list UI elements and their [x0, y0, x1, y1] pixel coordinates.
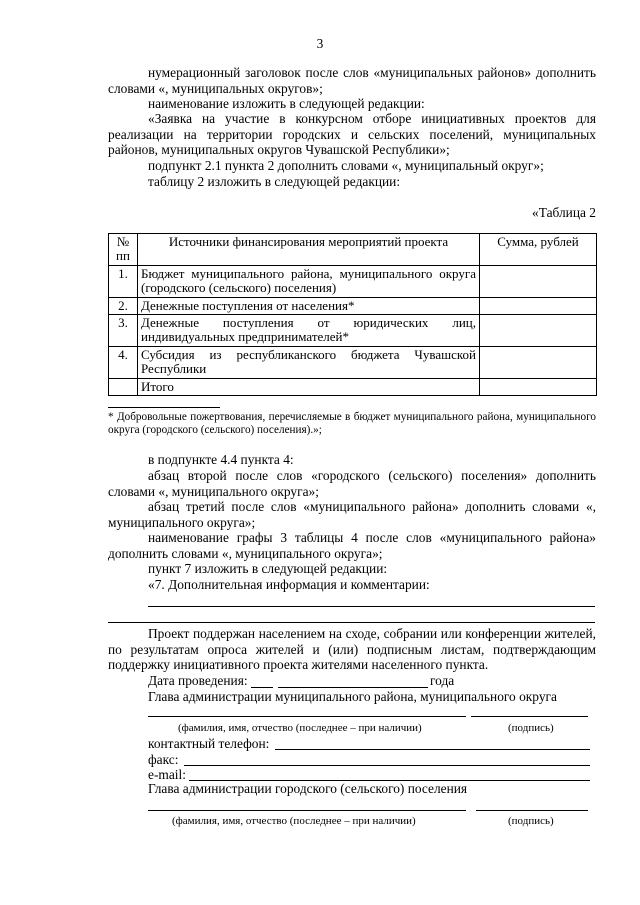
paragraph-item-7: пункт 7 изложить в следующей редакции: — [148, 561, 388, 576]
fio-caption-1: (фамилия, имя, отчество (последнее – при наличии) — [178, 722, 422, 734]
fax-label: факс: — [148, 752, 179, 767]
footnote: * Добровольные пожертвования, перечисляемые в бюджет муниципального района, муниципального округа (городского (сельского) поселения).»; — [108, 411, 596, 436]
row-num — [109, 378, 138, 395]
table-header-row — [109, 234, 597, 266]
fio-caption-2: (фамилия, имя, отчество (последнее – при наличии) — [172, 815, 416, 827]
row-source: Итого — [138, 378, 480, 395]
paragraph-application-title: «Заявка на участие в конкурсном отборе инициативных проектов для реализации на территории городских и сельских поселений, муниципальных районов, муниципальных округов Чувашской Республики»; — [108, 111, 596, 158]
paragraph-abzac-2: абзац второй после слов «городского (сельского) поселения» дополнить словами «, муниципального округа»; — [108, 468, 596, 499]
row-source: Бюджет муниципального района, муниципального округа (городского (сельского) поселения) — [138, 265, 480, 297]
paragraph-subitem-2-1: подпункт 2.1 пункта 2 дополнить словами «, муниципальный округ»; — [148, 158, 544, 173]
paragraph-name-edition: наименование изложить в следующей редакции: — [148, 96, 425, 111]
signature-caption-1: (подпись) — [508, 722, 554, 734]
row-sum — [480, 265, 597, 297]
head-settlement-label: Глава администрации городского (сельского) поселения — [148, 781, 468, 796]
table-total-row — [109, 378, 597, 395]
paragraph-subitem-4-4: в подпункте 4.4 пункта 4: — [148, 452, 294, 467]
table-row — [109, 265, 597, 297]
page-number: 3 — [316, 36, 324, 51]
comments-line-2 — [108, 622, 595, 623]
comments-line-1 — [148, 606, 595, 607]
phone-line — [275, 749, 590, 750]
fax-line — [184, 765, 590, 766]
table-caption: «Таблица 2 — [532, 205, 596, 220]
signature-caption-2: (подпись) — [508, 815, 554, 827]
row-num: 2. — [109, 297, 138, 314]
paragraph-numbering-header: нумерационный заголовок после слов «муниципальных районов» дополнить словами «, муниципальных округов»; — [108, 65, 596, 96]
row-num: 3. — [109, 315, 138, 347]
paragraph-column-3: наименование графы 3 таблицы 4 после слов «муниципального района» дополнить словами «, муниципального округа»; — [108, 530, 596, 561]
row-source: Денежные поступления от юридических лиц, индивидуальных предпринимателей* — [138, 315, 480, 347]
table-row — [109, 315, 597, 347]
header-source: Источники финансирования мероприятий проекта — [138, 234, 480, 266]
row-sum — [480, 297, 597, 314]
footnote-separator — [108, 407, 220, 408]
fio-line-2 — [148, 810, 466, 811]
header-sum: Сумма, рублей — [480, 234, 597, 266]
paragraph-table-2: таблицу 2 изложить в следующей редакции: — [148, 174, 401, 189]
row-num: 1. — [109, 265, 138, 297]
head-municipal-label: Глава администрации муниципального района, муниципального округа — [148, 689, 557, 704]
email-label: e-mail: — [148, 767, 186, 782]
row-source: Субсидия из республиканского бюджета Чувашской Республики — [138, 346, 480, 378]
row-num: 4. — [109, 346, 138, 378]
date-day-line — [251, 687, 273, 688]
header-num: № пп — [109, 234, 138, 266]
row-sum — [480, 346, 597, 378]
date-month-line — [278, 687, 428, 688]
paragraph-project-supported: Проект поддержан населением на сходе, собрании или конференции жителей, по результатам опроса жителей и (или) подписным листам, подтверждающим поддержку инициативного проекта жителями населенного пункта. — [108, 626, 596, 673]
date-label: Дата проведения: — [148, 673, 248, 688]
row-source: Денежные поступления от населения* — [138, 297, 480, 314]
signature-line-1 — [471, 716, 588, 717]
table-row — [109, 346, 597, 378]
table-row — [109, 297, 597, 314]
paragraph-additional-info: «7. Дополнительная информация и комментарии: — [148, 577, 430, 592]
date-suffix: года — [430, 673, 455, 688]
row-sum — [480, 378, 597, 395]
row-sum — [480, 315, 597, 347]
phone-label: контактный телефон: — [148, 736, 270, 751]
signature-line-2 — [476, 810, 588, 811]
financing-table — [108, 233, 597, 396]
paragraph-abzac-3: абзац третий после слов «муниципального района» дополнить словами «, муниципального округа»; — [108, 499, 596, 530]
fio-line-1 — [148, 716, 466, 717]
